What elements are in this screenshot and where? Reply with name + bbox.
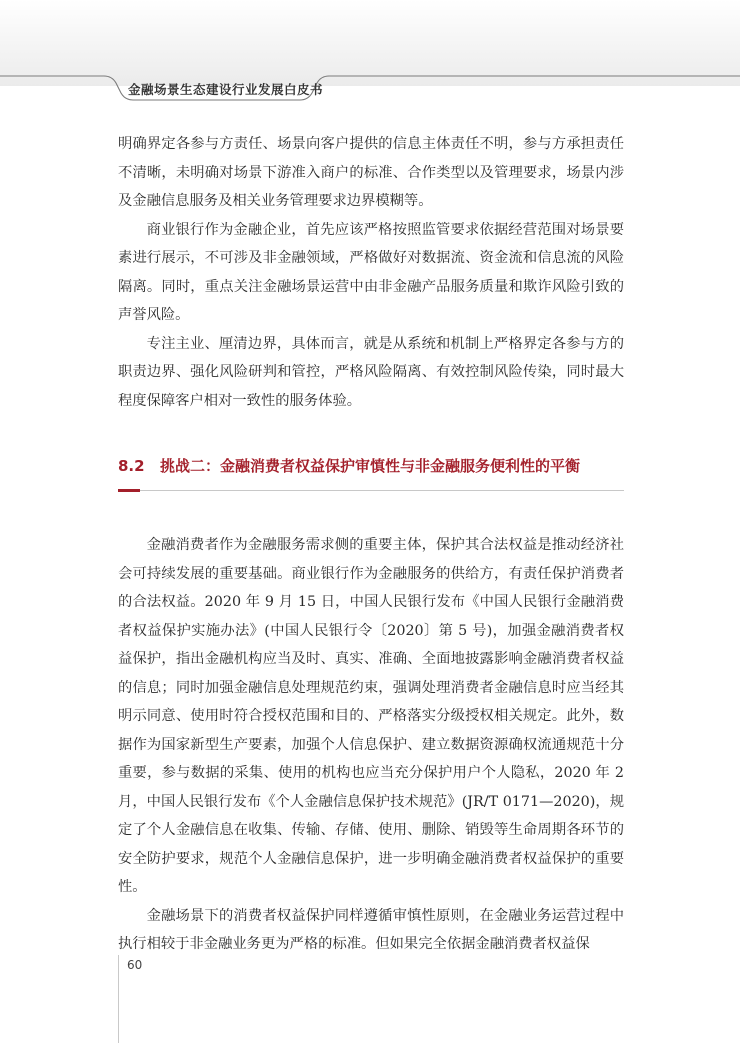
running-header-title: 金融场景生态建设行业发展白皮书 [128,82,324,97]
paragraph: 商业银行作为金融企业，首先应该严格按照监管要求依据经营范围对场景要素进行展示，不可涉及非金融领域，严格做好对数据流、资金流和信息流的风险隔离。同时，重点关注金融场景运营中由非金融产品服务质量和欺诈风险引致的声誉风险。 [118,221,624,323]
page-number: 60 [127,958,143,972]
body-text-bottom [118,531,624,959]
section-number: 8.2 [118,457,145,475]
paragraph: 明确界定各参与方责任、场景向客户提供的信息主体责任不明，参与方承担责任不清晰，未明确对场景下游准入商户的标准、合作类型以及管理要求，场景内涉及金融信息服务及相关业务管理要求边界模糊等。 [118,136,624,209]
body-text-top [118,130,624,415]
paragraph: 金融场景下的消费者权益保护同样遵循审慎性原则，在金融业务运营过程中执行相较于非金融业务更为严格的标准。但如果完全依据金融消费者权益保 [118,907,624,952]
header-rule [0,0,740,110]
section-rule [118,490,624,491]
paragraph: 专注主业、厘清边界，具体而言，就是从系统和机制上严格界定各参与方的职责边界、强化风险研判和管控，严格风险隔离、有效控制风险传染，同时最大程度保障客户相对一致性的服务体验。 [118,335,624,409]
paragraph: 金融消费者作为金融服务需求侧的重要主体，保护其合法权益是推动经济社会可持续发展的重要基础。商业银行作为金融服务的供给方，有责任保护消费者的合法权益。2020 年 9 月 15 日，中国人民银行发布《中国人民银行金融消费者权益保护实施办法》(中国人民银行令〔2020〕第 5 号)，加强金融消费者权益保护，指出金融机构应当及时、真实、准确、全面地披露影响金融消费者权益的信息；同时加强金融信息处理规范约束，强调处理消费者金融信息时应当经其明示同意、使用时符合授权范围和目的、严格落实分级授权相关规定。此外，数据作为国家新型生产要素，加强个人信息保护、建立数据资源确权流通规范十分重要，参与数据的采集、使用的机构也应当充分保护用户个人隐私，2020 年 2 月，中国人民银行发布《个人金融信息保护技术规范》(JR/T 0171—2020)，规定了个人金融信息在收集、传输、存储、使用、删除、销毁等生命周期各环节的安全防护要求，规范个人金融信息保护，进一步明确金融消费者权益保护的重要性。 [118,537,624,895]
footer-rule [118,955,119,1043]
section-title: 挑战二：金融消费者权益保护审慎性与非金融服务便利性的平衡 [160,457,581,475]
section-rule-accent [118,489,140,492]
section-heading [118,455,624,476]
